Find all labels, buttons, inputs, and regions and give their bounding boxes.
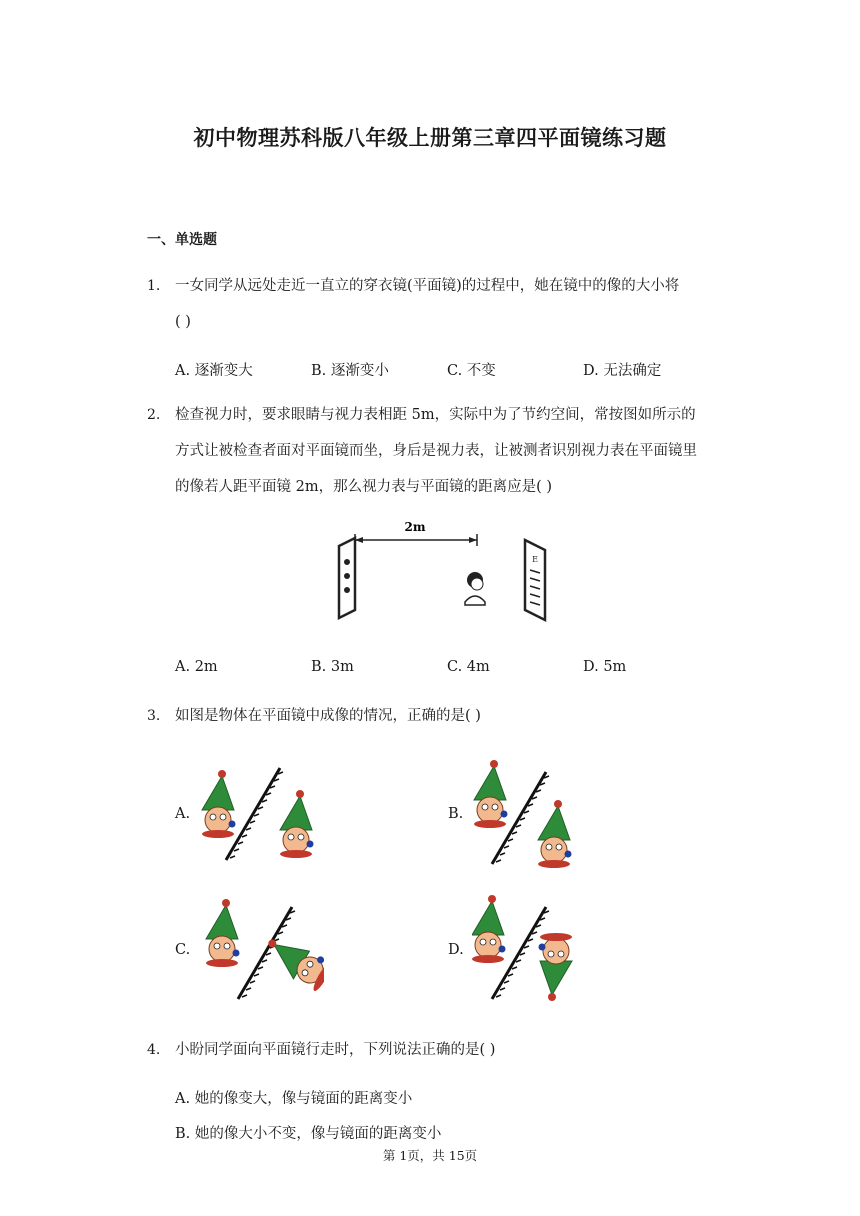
question-number: 4. <box>147 1042 161 1058</box>
option-b-label[interactable]: B. <box>448 806 464 822</box>
option-c[interactable]: C. 不变 <box>447 363 496 379</box>
question-text-line: ( ) <box>175 314 191 330</box>
option-d-label[interactable]: D. <box>448 942 464 958</box>
options-row <box>175 659 719 675</box>
option-d-figure[interactable] <box>472 891 576 1007</box>
option-b[interactable]: B. 逐渐变小 <box>311 363 389 379</box>
distance-label: 2m <box>404 520 426 534</box>
options-row <box>175 359 719 380</box>
person-icon <box>465 572 485 605</box>
question-number: 1. <box>147 278 161 294</box>
option-b[interactable]: B. 她的像大小不变，像与镜面的距离变小 <box>175 1126 442 1142</box>
page-title: 初中物理苏科版八年级上册第三章四平面镜练习题 <box>193 125 667 150</box>
eye-chart-icon <box>525 540 545 620</box>
section-heading: 一、单选题 <box>147 232 217 248</box>
option-c-label[interactable]: C. <box>175 942 191 958</box>
option-c-figure[interactable] <box>200 893 324 1001</box>
option-a[interactable]: A. 逐渐变大 <box>175 363 253 379</box>
eye-test-figure <box>325 510 555 635</box>
option-d[interactable]: D. 无法确定 <box>583 363 662 379</box>
option-a-figure[interactable] <box>196 762 320 864</box>
svg-text:E: E <box>532 555 538 564</box>
question-text-line: 检查视力时，要求眼睛与视力表相距 5m，实际中为了节约空间，常按图如所示的 <box>175 407 696 423</box>
question-text-line: 方式让被检查者面对平面镜而坐，身后是视力表，让被测者识别视力表在平面镜里 <box>175 443 697 459</box>
question-number: 2. <box>147 407 161 423</box>
question-number: 3. <box>147 708 161 724</box>
option-a[interactable]: A. 她的像变大，像与镜面的距离变小 <box>175 1091 413 1107</box>
page-footer: 第 1页，共 15页 <box>382 1148 478 1163</box>
question-text-line: 一女同学从远处走近一直立的穿衣镜(平面镜)的过程中，她在镜中的像的大小将 <box>175 278 680 294</box>
option-d[interactable]: D. 5m <box>583 659 627 675</box>
option-b[interactable]: B. 3m <box>311 659 354 675</box>
question-text-line: 的像若人距平面镜 2m，那么视力表与平面镜的距离应是( ) <box>175 479 553 495</box>
option-b-figure[interactable] <box>470 756 588 872</box>
option-a[interactable]: A. 2m <box>175 659 218 675</box>
option-c[interactable]: C. 4m <box>447 659 490 675</box>
question-text-line: 小盼同学面向平面镜行走时，下列说法正确的是( ) <box>175 1042 496 1058</box>
question-text-line: 如图是物体在平面镜中成像的情况，正确的是( ) <box>175 708 481 724</box>
option-a-label[interactable]: A. <box>175 806 191 822</box>
